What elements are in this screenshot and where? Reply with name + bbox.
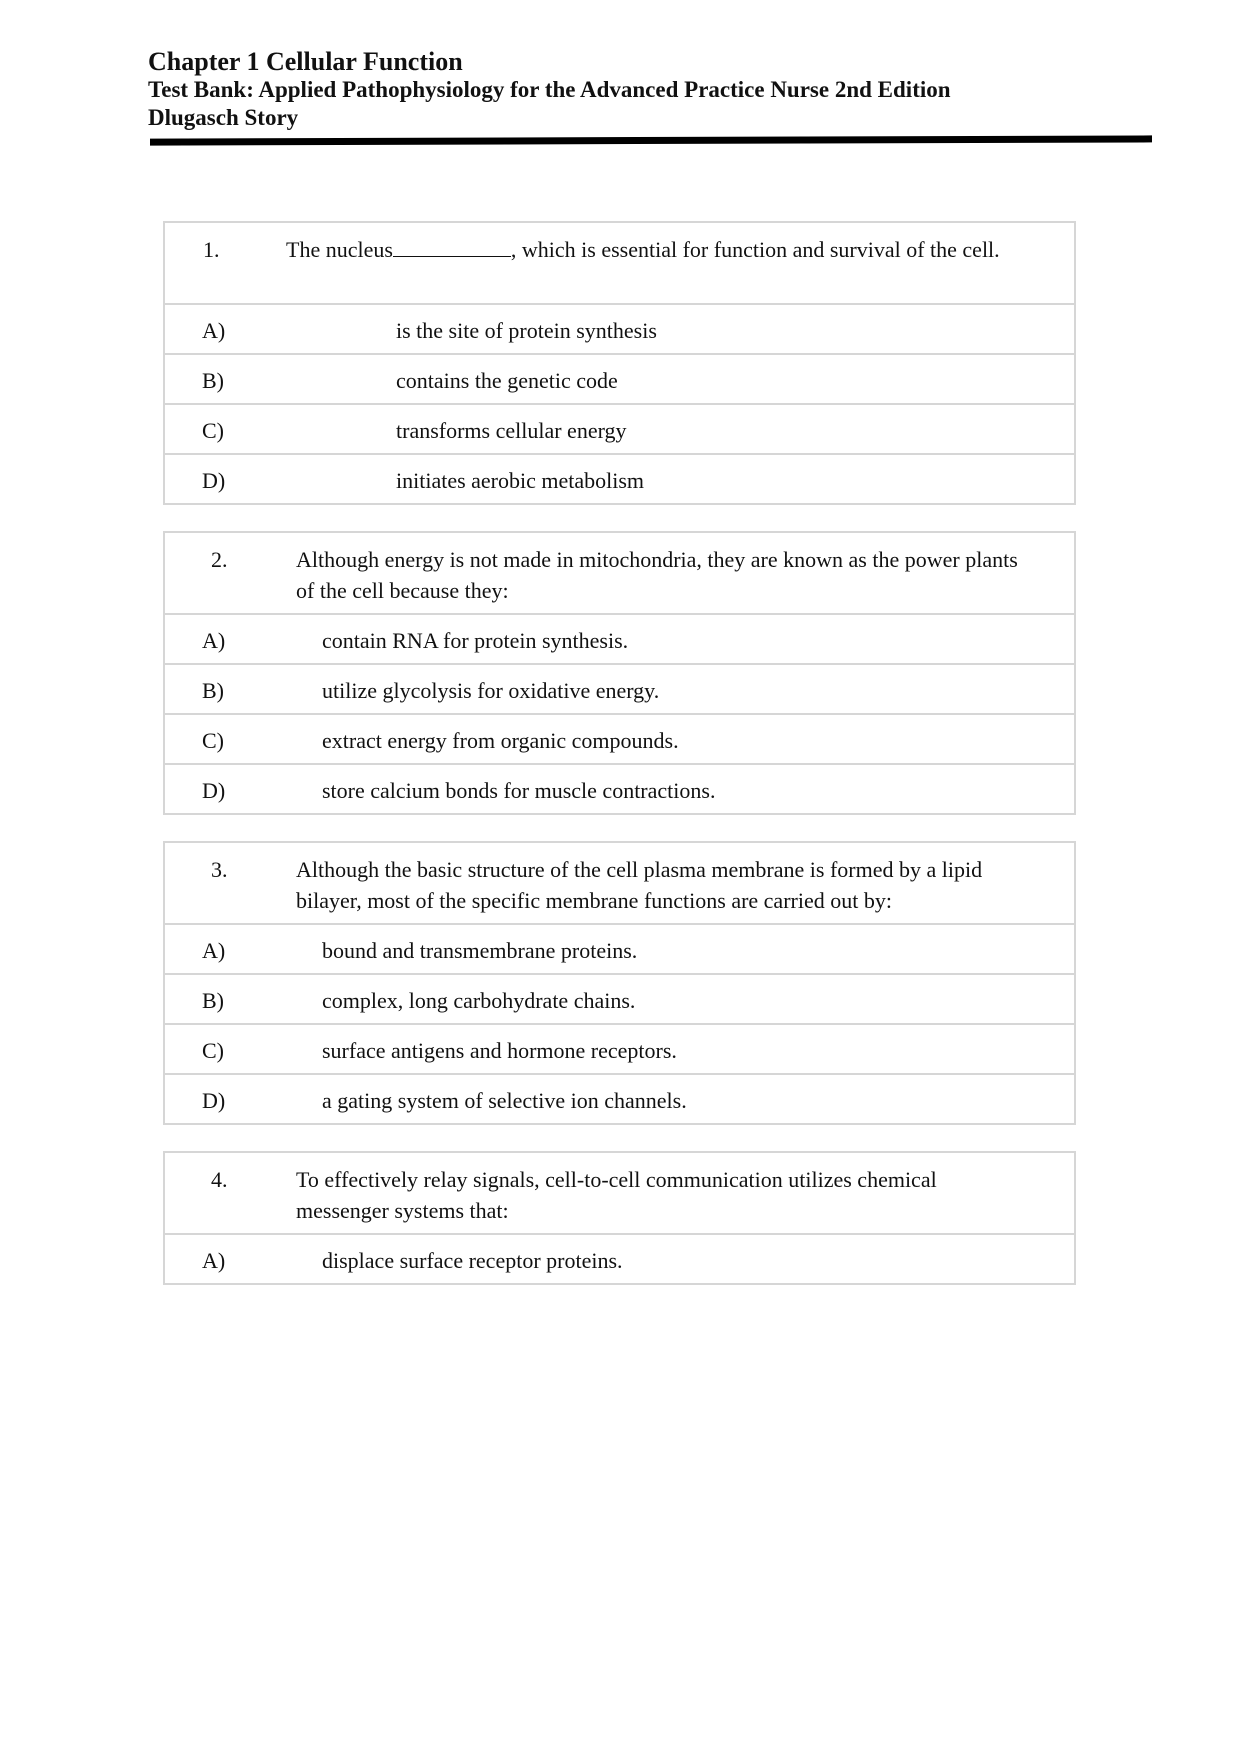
option-row xyxy=(165,305,1074,355)
option-text: store calcium bonds for muscle contractions. xyxy=(322,778,716,803)
answer-blank xyxy=(393,236,511,257)
option-row xyxy=(165,975,1074,1025)
question-number: 3. xyxy=(211,857,228,882)
option-row xyxy=(165,715,1074,765)
question-stem: To effectively relay signals, cell-to-cell communication utilizes chemical messenger systems that: xyxy=(296,1167,937,1223)
option-row xyxy=(165,405,1074,455)
option-letter: B) xyxy=(202,368,224,393)
question-4 xyxy=(163,1151,1076,1285)
header-rule xyxy=(150,135,1152,145)
option-letter: C) xyxy=(202,728,224,753)
option-letter: B) xyxy=(202,988,224,1013)
option-letter: B) xyxy=(202,678,224,703)
question-stem-row xyxy=(165,1153,1074,1235)
document-header xyxy=(148,48,1148,132)
question-3 xyxy=(163,841,1076,1125)
question-number: 4. xyxy=(211,1167,228,1192)
option-letter: C) xyxy=(202,1038,224,1063)
option-text: is the site of protein synthesis xyxy=(396,318,657,343)
option-row xyxy=(165,1235,1074,1283)
option-row xyxy=(165,1025,1074,1075)
chapter-title: Chapter 1 Cellular Function xyxy=(148,47,463,76)
option-text: bound and transmembrane proteins. xyxy=(322,938,638,963)
option-text: contain RNA for protein synthesis. xyxy=(322,628,629,653)
option-row xyxy=(165,355,1074,405)
option-letter: A) xyxy=(202,1248,226,1273)
option-text: surface antigens and hormone receptors. xyxy=(322,1038,677,1063)
option-letter: A) xyxy=(202,628,226,653)
stem-text-end: , which is essential for function and survival of the cell. xyxy=(510,237,1000,262)
question-2 xyxy=(163,531,1076,815)
question-stem-row xyxy=(165,843,1074,925)
option-text: a gating system of selective ion channels. xyxy=(322,1088,687,1113)
question-stem-row xyxy=(165,533,1074,615)
question-stem-row xyxy=(165,223,1074,305)
option-letter: A) xyxy=(202,318,226,343)
option-text: transforms cellular energy xyxy=(396,418,627,443)
option-text: extract energy from organic compounds. xyxy=(322,728,679,753)
authors: Dlugasch Story xyxy=(148,105,299,130)
option-text: complex, long carbohydrate chains. xyxy=(322,988,636,1013)
question-number: 1. xyxy=(203,237,220,262)
option-text: initiates aerobic metabolism xyxy=(396,468,645,493)
option-row xyxy=(165,615,1074,665)
stem-text-start: The nucleus xyxy=(286,237,393,262)
option-row xyxy=(165,765,1074,813)
option-text: utilize glycolysis for oxidative energy. xyxy=(322,678,660,703)
option-text: displace surface receptor proteins. xyxy=(322,1248,623,1273)
option-row xyxy=(165,455,1074,503)
question-stem xyxy=(286,234,1034,265)
option-letter: D) xyxy=(202,1088,226,1113)
option-row xyxy=(165,665,1074,715)
option-row xyxy=(165,1075,1074,1123)
question-stem: Although the basic structure of the cell plasma membrane is formed by a lipid bilayer, most of the specific membrane functions are carried out by: xyxy=(296,857,983,913)
option-letter: D) xyxy=(202,778,226,803)
question-1 xyxy=(163,221,1076,505)
option-letter: A) xyxy=(202,938,226,963)
option-row xyxy=(165,925,1074,975)
option-letter: D) xyxy=(202,468,226,493)
test-bank-title: Test Bank: Applied Pathophysiology for the Advanced Practice Nurse 2nd Edition xyxy=(148,77,951,102)
option-letter: C) xyxy=(202,418,224,443)
question-stem: Although energy is not made in mitochondria, they are known as the power plants of the cell because they: xyxy=(296,547,1018,603)
question-number: 2. xyxy=(211,547,228,572)
option-text: contains the genetic code xyxy=(396,368,618,393)
